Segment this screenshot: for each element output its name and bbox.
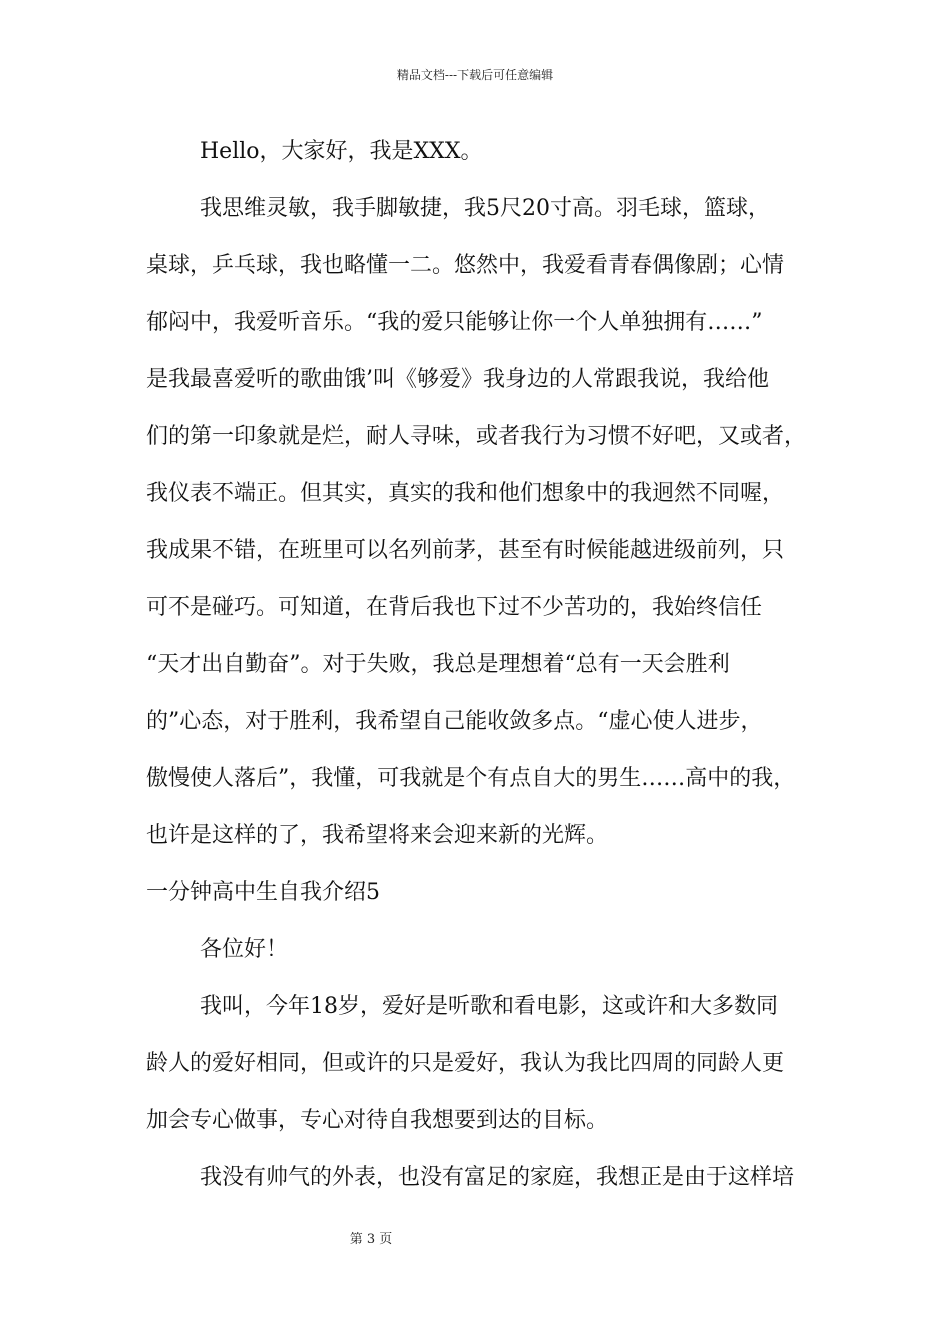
paragraph-line: “天才出自勤奋”。对于失败，我总是理想着“总有一天会胜利	[146, 652, 730, 677]
paragraph-line: 我成果不错，在班里可以名列前茅，甚至有时候能越进级前列，只	[146, 538, 785, 563]
paragraph-line: 的”心态，对于胜利，我希望自己能收敛多点。“虚心使人进步，	[146, 709, 763, 734]
paragraph-line: 可不是碰巧。可知道，在背后我也下过不少苦功的，我始终信任	[146, 595, 763, 620]
paragraph-line: 也许是这样的了，我希望将来会迎来新的光辉。	[146, 823, 609, 848]
paragraph-line: 我没有帅气的外表，也没有富足的家庭，我想正是由于这样培	[200, 1165, 795, 1190]
paragraph-line: 各位好！	[200, 937, 289, 962]
paragraph-line: 加会专心做事，专心对待自我想要到达的目标。	[146, 1108, 609, 1133]
section-heading: 一分钟高中生自我介绍5	[146, 880, 380, 905]
paragraph-line: 傲慢使人落后”，我懂，可我就是个有点自大的男生……高中的我，	[146, 766, 796, 791]
paragraph-line: 我仪表不端正。但其实，真实的我和他们想象中的我迥然不同喔，	[146, 481, 785, 506]
paragraph-line: Hello，大家好，我是XXX。	[200, 139, 483, 164]
paragraph-line: 我思维灵敏，我手脚敏捷，我5尺20寸高。羽毛球，篮球，	[200, 196, 770, 221]
paragraph-line: 是我最喜爱听的歌曲饿’叫《够爱》我身边的人常跟我说，我给他	[146, 367, 769, 392]
paragraph-line: 们的第一印象就是烂，耐人寻味，或者我行为习惯不好吧，又或者，	[146, 424, 807, 449]
paragraph-line: 桌球，乒乓球，我也略懂一二。悠然中，我爱看青春偶像剧；心情	[146, 253, 785, 278]
page-number: 第 3 页	[349, 1232, 393, 1247]
paragraph-line: 我叫，今年18岁，爱好是听歌和看电影，这或许和大多数同	[200, 994, 778, 1019]
paragraph-line: 郁闷中，我爱听音乐。“我的爱只能够让你一个人单独拥有……”	[146, 310, 763, 335]
page-header: 精品文档---下载后可任意编辑	[396, 68, 554, 82]
paragraph-line: 龄人的爱好相同，但或许的只是爱好，我认为我比四周的同龄人更	[146, 1051, 785, 1076]
